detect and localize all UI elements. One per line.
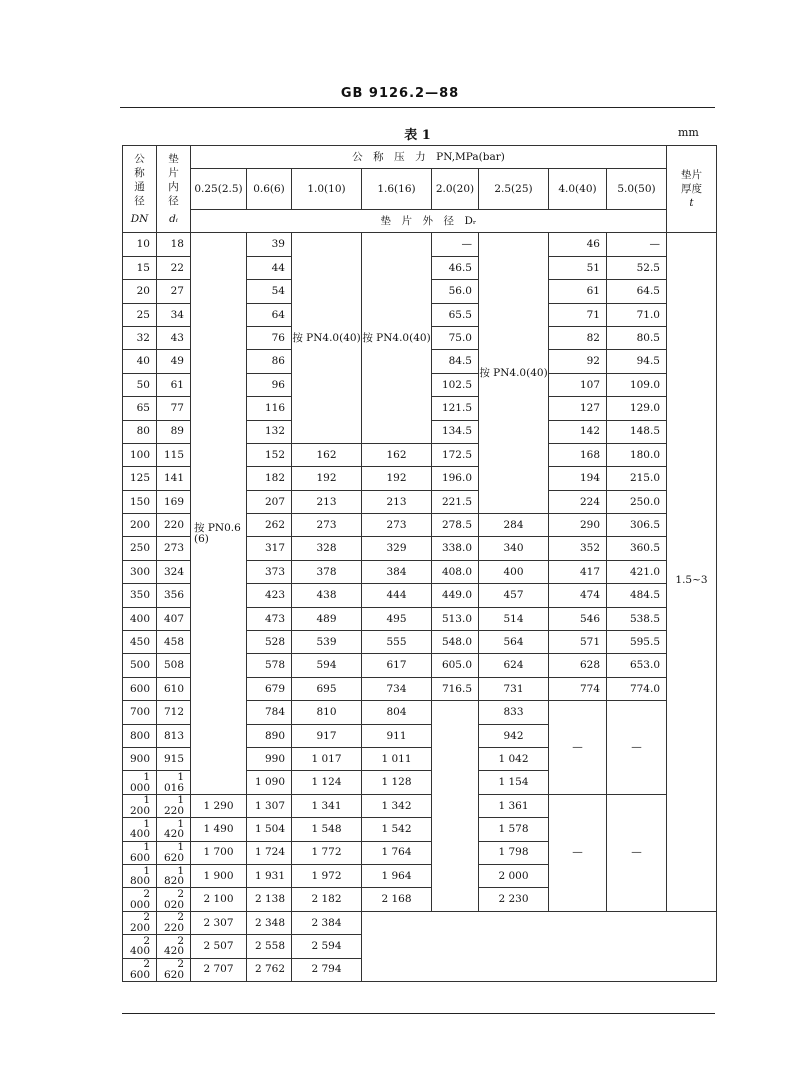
p16-cell: 273 [362, 514, 432, 537]
p06-cell: 86 [247, 350, 292, 373]
p06-cell: 423 [247, 584, 292, 607]
p25-cell: 2 230 [479, 888, 549, 911]
p40-cell: 352 [549, 537, 607, 560]
p06-cell: 39 [247, 233, 292, 256]
p16-cell: 1 011 [362, 747, 432, 770]
di-cell: 27 [157, 280, 191, 303]
p50-cell: 64.5 [607, 280, 667, 303]
p025-cell: 2 707 [191, 958, 247, 981]
p20-cell: 716.5 [432, 677, 479, 700]
unit-label: mm [678, 126, 699, 139]
p20-cell: 408.0 [432, 560, 479, 583]
di-cell: 712 [157, 701, 191, 724]
p50-cell: 360.5 [607, 537, 667, 560]
dash-p40-a: — [549, 701, 607, 795]
dn-cell: 32 [123, 326, 157, 349]
p40-cell: 571 [549, 631, 607, 654]
pressure-class-5: 2.5(25) [479, 169, 549, 210]
blank-p20 [432, 701, 479, 912]
p16-cell: 384 [362, 560, 432, 583]
di-cell: 1 420 [157, 818, 191, 841]
table-row [123, 794, 717, 817]
p025-cell: 1 700 [191, 841, 247, 864]
di-cell: 2 220 [157, 911, 191, 934]
p50-cell: 52.5 [607, 256, 667, 279]
p06-cell: 528 [247, 631, 292, 654]
p50-cell: — [607, 233, 667, 256]
dn-cell: 1 800 [123, 864, 157, 887]
p06-cell: 262 [247, 514, 292, 537]
dn-cell: 100 [123, 443, 157, 466]
p16-cell: 444 [362, 584, 432, 607]
p06-cell: 990 [247, 747, 292, 770]
p025-cell: 1 290 [191, 794, 247, 817]
pressure-class-1: 0.6(6) [247, 169, 292, 210]
p06-cell: 2 138 [247, 888, 292, 911]
p25-cell: 2 000 [479, 864, 549, 887]
p10-cell: 273 [292, 514, 362, 537]
gasket-dimension-table [122, 145, 717, 982]
p25-cell: 1 361 [479, 794, 549, 817]
dn-header-label [123, 146, 157, 233]
p06-cell: 1 090 [247, 771, 292, 794]
di-cell: 169 [157, 490, 191, 513]
dn-cell: 800 [123, 724, 157, 747]
p06-cell: 132 [247, 420, 292, 443]
p40-cell: 82 [549, 326, 607, 349]
di-cell: 356 [157, 584, 191, 607]
p50-cell: 421.0 [607, 560, 667, 583]
p16-cell: 192 [362, 467, 432, 490]
header-row-outer-dia [123, 210, 717, 233]
dn-cell: 20 [123, 280, 157, 303]
note-pn40-c: 按 PN4.0(40) [479, 233, 549, 514]
p20-cell: 46.5 [432, 256, 479, 279]
p10-cell: 1 972 [292, 864, 362, 887]
p16-cell: 1 964 [362, 864, 432, 887]
dn-cell: 25 [123, 303, 157, 326]
p10-cell: 2 182 [292, 888, 362, 911]
header-row-1 [123, 146, 717, 169]
dn-cell: 10 [123, 233, 157, 256]
p025-cell: 1 900 [191, 864, 247, 887]
p20-cell: 338.0 [432, 537, 479, 560]
blank-region [362, 911, 717, 981]
di-cell: 34 [157, 303, 191, 326]
p10-cell: 594 [292, 654, 362, 677]
di-cell: 43 [157, 326, 191, 349]
p40-cell: 774 [549, 677, 607, 700]
dn-cell: 2 000 [123, 888, 157, 911]
p06-cell: 578 [247, 654, 292, 677]
standard-number-header: GB 9126.2—88 [340, 86, 460, 101]
di-cell: 89 [157, 420, 191, 443]
p50-cell: 109.0 [607, 373, 667, 396]
p25-cell: 457 [479, 584, 549, 607]
p40-cell: 127 [549, 397, 607, 420]
di-cell: 915 [157, 747, 191, 770]
dn-cell: 400 [123, 607, 157, 630]
p20-cell: 134.5 [432, 420, 479, 443]
dn-cell: 15 [123, 256, 157, 279]
di-label-text: 垫 片 内 径 [168, 153, 179, 208]
p40-cell: 546 [549, 607, 607, 630]
p16-cell: 213 [362, 490, 432, 513]
dash-p50-b: — [607, 794, 667, 911]
p40-cell: 71 [549, 303, 607, 326]
p16-cell: 329 [362, 537, 432, 560]
di-cell: 813 [157, 724, 191, 747]
dn-cell: 1 600 [123, 841, 157, 864]
p25-cell: 514 [479, 607, 549, 630]
dn-cell: 350 [123, 584, 157, 607]
note-pn40-a: 按 PN4.0(40) [292, 233, 362, 444]
p16-cell: 1 542 [362, 818, 432, 841]
pressure-class-0: 0.25(2.5) [191, 169, 247, 210]
p06-cell: 152 [247, 443, 292, 466]
table-title: 表 1 [404, 128, 431, 143]
p50-cell: 71.0 [607, 303, 667, 326]
p06-cell: 317 [247, 537, 292, 560]
p10-cell: 378 [292, 560, 362, 583]
p40-cell: 224 [549, 490, 607, 513]
table-body [123, 146, 717, 982]
p20-cell: 172.5 [432, 443, 479, 466]
p40-cell: 107 [549, 373, 607, 396]
p10-cell: 1 772 [292, 841, 362, 864]
p06-cell: 64 [247, 303, 292, 326]
di-header-label [157, 146, 191, 233]
dn-cell: 500 [123, 654, 157, 677]
dash-p50-a: — [607, 701, 667, 795]
p16-cell: 1 342 [362, 794, 432, 817]
p20-cell: 196.0 [432, 467, 479, 490]
dn-cell: 700 [123, 701, 157, 724]
dn-cell: 50 [123, 373, 157, 396]
di-cell: 407 [157, 607, 191, 630]
dn-cell: 200 [123, 514, 157, 537]
p50-cell: 148.5 [607, 420, 667, 443]
p06-cell: 784 [247, 701, 292, 724]
p10-cell: 539 [292, 631, 362, 654]
p10-cell: 810 [292, 701, 362, 724]
p50-cell: 129.0 [607, 397, 667, 420]
dn-cell: 1 400 [123, 818, 157, 841]
thickness-value: 1.5~3 [667, 233, 717, 911]
p06-cell: 96 [247, 373, 292, 396]
pressure-class-2: 1.0(10) [292, 169, 362, 210]
di-cell: 61 [157, 373, 191, 396]
di-symbol: dᵢ [169, 213, 178, 226]
p06-cell: 54 [247, 280, 292, 303]
p06-cell: 373 [247, 560, 292, 583]
p06-cell: 207 [247, 490, 292, 513]
header-row-pressures [123, 169, 717, 210]
dash-p40-b: — [549, 794, 607, 911]
p20-cell: 121.5 [432, 397, 479, 420]
p20-cell: 75.0 [432, 326, 479, 349]
header-rule [120, 107, 715, 108]
pressure-header: 公 称 压 力 PN,MPa(bar) [191, 146, 667, 169]
di-cell: 1 620 [157, 841, 191, 864]
p16-cell: 734 [362, 677, 432, 700]
p10-cell: 917 [292, 724, 362, 747]
table-row [123, 233, 717, 256]
di-cell: 49 [157, 350, 191, 373]
p16-cell: 804 [362, 701, 432, 724]
dn-cell: 2 200 [123, 911, 157, 934]
p16-cell: 162 [362, 443, 432, 466]
p40-cell: 61 [549, 280, 607, 303]
p10-cell: 2 794 [292, 958, 362, 981]
p25-cell: 1 154 [479, 771, 549, 794]
p50-cell: 306.5 [607, 514, 667, 537]
p10-cell: 213 [292, 490, 362, 513]
dn-cell: 900 [123, 747, 157, 770]
p40-cell: 290 [549, 514, 607, 537]
p16-cell: 555 [362, 631, 432, 654]
p06-cell: 679 [247, 677, 292, 700]
p06-cell: 2 558 [247, 935, 292, 958]
p20-cell: 449.0 [432, 584, 479, 607]
p20-cell: 548.0 [432, 631, 479, 654]
dn-cell: 300 [123, 560, 157, 583]
p06-cell: 182 [247, 467, 292, 490]
p25-cell: 284 [479, 514, 549, 537]
p25-cell: 1 798 [479, 841, 549, 864]
dn-cell: 600 [123, 677, 157, 700]
di-cell: 2 020 [157, 888, 191, 911]
p10-cell: 695 [292, 677, 362, 700]
p25-cell: 340 [479, 537, 549, 560]
p50-cell: 215.0 [607, 467, 667, 490]
dn-cell: 2 600 [123, 958, 157, 981]
p025-cell: 1 490 [191, 818, 247, 841]
p16-cell: 617 [362, 654, 432, 677]
p16-cell: 2 168 [362, 888, 432, 911]
p50-cell: 595.5 [607, 631, 667, 654]
p20-cell: 221.5 [432, 490, 479, 513]
note-pn40-b: 按 PN4.0(40) [362, 233, 432, 444]
dn-cell: 150 [123, 490, 157, 513]
p40-cell: 474 [549, 584, 607, 607]
p10-cell: 1 017 [292, 747, 362, 770]
p10-cell: 1 124 [292, 771, 362, 794]
p10-cell: 2 594 [292, 935, 362, 958]
di-cell: 508 [157, 654, 191, 677]
dn-cell: 1 000 [123, 771, 157, 794]
dn-cell: 125 [123, 467, 157, 490]
p25-cell: 624 [479, 654, 549, 677]
p06-cell: 890 [247, 724, 292, 747]
p06-cell: 1 931 [247, 864, 292, 887]
p06-cell: 2 762 [247, 958, 292, 981]
p40-cell: 92 [549, 350, 607, 373]
p40-cell: 628 [549, 654, 607, 677]
pressure-class-6: 4.0(40) [549, 169, 607, 210]
p10-cell: 489 [292, 607, 362, 630]
p10-cell: 1 548 [292, 818, 362, 841]
dn-symbol: DN [130, 213, 149, 226]
p50-cell: 653.0 [607, 654, 667, 677]
table-row [123, 911, 717, 934]
p06-cell: 116 [247, 397, 292, 420]
p50-cell: 180.0 [607, 443, 667, 466]
dn-label-text: 公 称 通 径 [134, 153, 145, 208]
p10-cell: 2 384 [292, 911, 362, 934]
dn-cell: 450 [123, 631, 157, 654]
p25-cell: 564 [479, 631, 549, 654]
p10-cell: 438 [292, 584, 362, 607]
p20-cell: 278.5 [432, 514, 479, 537]
p40-cell: 46 [549, 233, 607, 256]
p50-cell: 80.5 [607, 326, 667, 349]
p25-cell: 1 042 [479, 747, 549, 770]
di-cell: 1 016 [157, 771, 191, 794]
thickness-header [667, 146, 717, 233]
dn-cell: 65 [123, 397, 157, 420]
p06-cell: 44 [247, 256, 292, 279]
di-cell: 273 [157, 537, 191, 560]
di-cell: 1 820 [157, 864, 191, 887]
p50-cell: 484.5 [607, 584, 667, 607]
di-cell: 458 [157, 631, 191, 654]
dn-cell: 80 [123, 420, 157, 443]
p40-cell: 142 [549, 420, 607, 443]
di-cell: 220 [157, 514, 191, 537]
pressure-class-4: 2.0(20) [432, 169, 479, 210]
dn-cell: 40 [123, 350, 157, 373]
gasket-dimension-table-wrapper [122, 145, 717, 982]
p10-cell: 192 [292, 467, 362, 490]
p20-cell: 513.0 [432, 607, 479, 630]
p25-cell: 833 [479, 701, 549, 724]
di-cell: 2 620 [157, 958, 191, 981]
p50-cell: 94.5 [607, 350, 667, 373]
pressure-class-3: 1.6(16) [362, 169, 432, 210]
dn-cell: 2 400 [123, 935, 157, 958]
di-cell: 18 [157, 233, 191, 256]
bottom-rule [122, 1013, 715, 1014]
di-cell: 610 [157, 677, 191, 700]
p20-cell: 56.0 [432, 280, 479, 303]
p16-cell: 1 764 [362, 841, 432, 864]
p40-cell: 417 [549, 560, 607, 583]
p50-cell: 538.5 [607, 607, 667, 630]
p10-cell: 328 [292, 537, 362, 560]
di-cell: 141 [157, 467, 191, 490]
di-cell: 77 [157, 397, 191, 420]
thickness-label: 垫片 厚度 [681, 169, 702, 196]
thickness-symbol: t [689, 197, 694, 210]
di-cell: 22 [157, 256, 191, 279]
p25-cell: 400 [479, 560, 549, 583]
di-cell: 115 [157, 443, 191, 466]
di-cell: 2 420 [157, 935, 191, 958]
p06-cell: 2 348 [247, 911, 292, 934]
p10-cell: 162 [292, 443, 362, 466]
p06-cell: 1 724 [247, 841, 292, 864]
p50-cell: 774.0 [607, 677, 667, 700]
p06-cell: 1 307 [247, 794, 292, 817]
p16-cell: 1 128 [362, 771, 432, 794]
di-cell: 324 [157, 560, 191, 583]
p25-cell: 731 [479, 677, 549, 700]
p16-cell: 495 [362, 607, 432, 630]
note-pn06: 按 PN0.6 (6) [191, 233, 247, 794]
p20-cell: 65.5 [432, 303, 479, 326]
p25-cell: 942 [479, 724, 549, 747]
pressure-class-7: 5.0(50) [607, 169, 667, 210]
p40-cell: 194 [549, 467, 607, 490]
p20-cell: 605.0 [432, 654, 479, 677]
p20-cell: 102.5 [432, 373, 479, 396]
p25-cell: 1 578 [479, 818, 549, 841]
p16-cell: 911 [362, 724, 432, 747]
di-cell: 1 220 [157, 794, 191, 817]
dn-cell: 1 200 [123, 794, 157, 817]
p025-cell: 2 507 [191, 935, 247, 958]
p10-cell: 1 341 [292, 794, 362, 817]
p025-cell: 2 100 [191, 888, 247, 911]
p06-cell: 473 [247, 607, 292, 630]
p06-cell: 1 504 [247, 818, 292, 841]
p50-cell: 250.0 [607, 490, 667, 513]
p025-cell: 2 307 [191, 911, 247, 934]
p40-cell: 168 [549, 443, 607, 466]
p20-cell: 84.5 [432, 350, 479, 373]
outer-diameter-header: 垫 片 外 径 Dᵣ [191, 210, 667, 233]
dn-cell: 250 [123, 537, 157, 560]
p06-cell: 76 [247, 326, 292, 349]
p20-cell: — [432, 233, 479, 256]
p40-cell: 51 [549, 256, 607, 279]
